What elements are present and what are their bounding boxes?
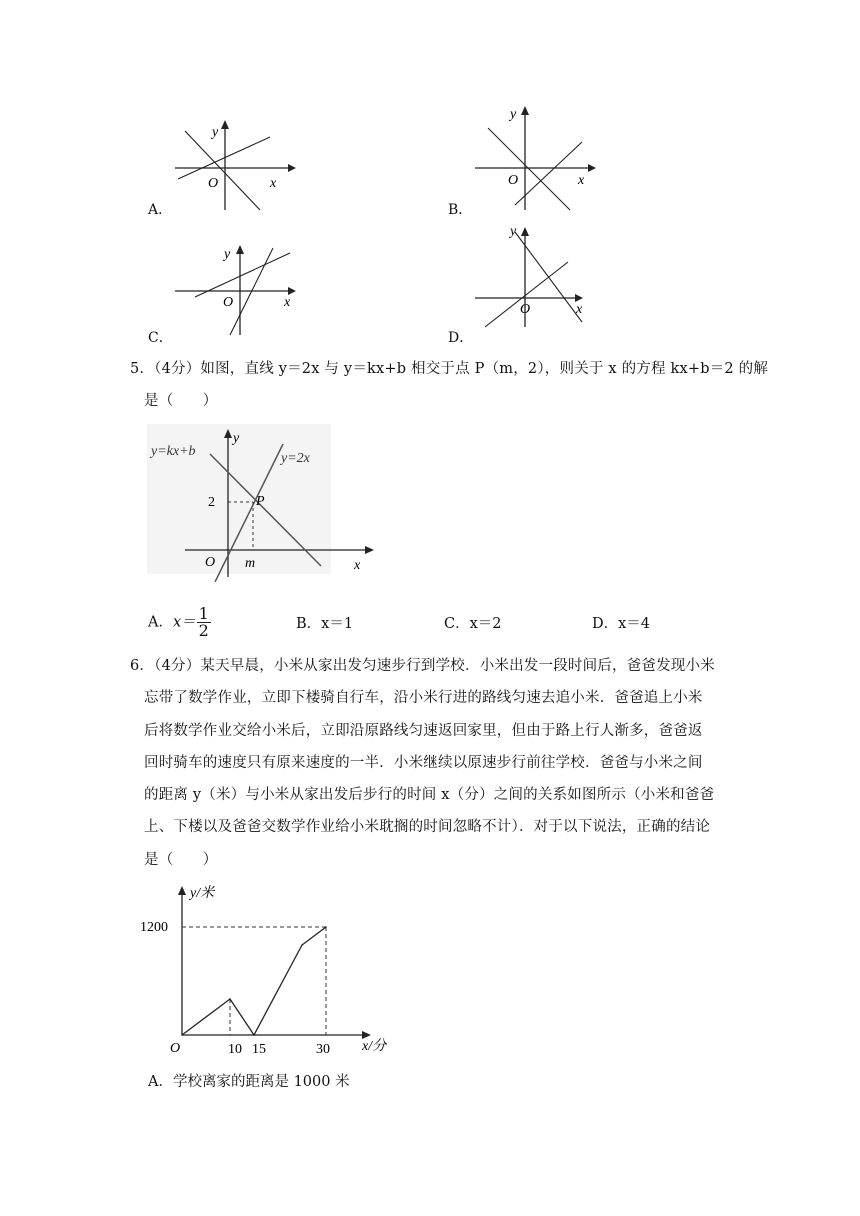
option-d-label: D．: [448, 330, 474, 346]
option-c-graph: [170, 240, 300, 340]
x-tick-15: 15: [252, 1042, 266, 1057]
origin-label: O: [208, 176, 219, 191]
y-axis-label: y: [212, 125, 219, 140]
question-6-chart: [140, 880, 400, 1060]
question-6-line-2: 忘带了数学作业，立即下楼骑自行车，沿小米行进的路线匀速去追小米．爸爸追上小米: [144, 690, 703, 707]
origin-label: O: [205, 555, 216, 570]
y-axis-label: y: [233, 431, 240, 446]
distance-time-line: [182, 927, 326, 1035]
y-axis-label: y: [224, 247, 231, 262]
x-tick-10: 10: [228, 1042, 242, 1057]
question-6-line-7: 是（ ）: [144, 851, 218, 868]
data-point-0: [181, 1034, 183, 1036]
y-tick-2: 2: [208, 495, 215, 510]
y-axis-arrow: [521, 227, 529, 236]
option-a-graph: [170, 115, 300, 215]
line-kx-b-label: y=kx+b: [151, 444, 196, 459]
y-axis-arrow: [236, 245, 244, 254]
question-5-figure: [145, 422, 385, 582]
question-6-choice-a: A．学校离家的距离是 1000 米: [148, 1074, 350, 1090]
x-axis-label: x: [354, 558, 361, 573]
question-6-line-6: 上、下楼以及爸爸交数学作业给小米耽搁的时间忽略不计）．对于以下说法，正确的结论: [144, 819, 711, 836]
question-5-line-1: 5．（4分）如图，直线 y＝2x 与 y＝kx+b 相交于点 P（m，2），则关于 x 的方程 kx+b＝2 的解: [130, 361, 769, 377]
question-6-line-3: 后将数学作业交给小米后，立即沿原路线匀速返回家里，但由于路上行人渐多，爸爸返: [144, 722, 703, 739]
y-axis-label: y: [510, 224, 517, 239]
x-axis-arrow: [362, 1031, 371, 1039]
point-p-label: P: [256, 494, 265, 509]
x-axis-label: x: [270, 176, 277, 191]
choice-a-var: x＝: [172, 614, 196, 631]
fraction-denominator: 2: [198, 621, 209, 640]
question-5-choice-a: [148, 606, 211, 639]
question-5-line-2: 是（ ）: [144, 393, 218, 409]
line-1: [488, 128, 570, 210]
line-2: [485, 262, 568, 327]
question-5-choice-d: D．x＝4: [592, 616, 651, 632]
x-tick-30: 30: [316, 1042, 330, 1057]
origin-label: O: [520, 302, 531, 317]
question-6-line-1: 6．（4分）某天早晨，小米从家出发匀速步行到学校．小米出发一段时间后，爸爸发现小米: [130, 658, 715, 674]
y-axis-label: y/米: [190, 886, 215, 901]
origin-label: O: [508, 173, 519, 188]
data-point-4: [325, 926, 327, 928]
data-point-3: [301, 944, 303, 946]
x-tick-m: m: [245, 556, 256, 571]
option-b-graph: [470, 100, 600, 215]
x-axis-arrow: [588, 164, 596, 172]
y-axis-label: y: [510, 107, 517, 122]
question-5-choice-b: B．x＝1: [296, 616, 354, 632]
line-2x-label: y=2x: [281, 451, 310, 466]
option-d-graph: [470, 222, 600, 337]
x-axis-label: x: [578, 173, 585, 188]
question-5-text: [130, 353, 780, 417]
question-6-text: [130, 650, 780, 876]
y-axis-arrow: [521, 106, 529, 115]
choice-a-prefix: A．: [148, 614, 173, 631]
option-c-label: C．: [148, 330, 173, 346]
question-5-choice-c: C．x＝2: [444, 616, 502, 632]
x-axis-arrow: [288, 287, 296, 295]
x-axis-label: x/分: [362, 1039, 387, 1054]
origin-label: O: [223, 295, 234, 310]
x-axis-arrow: [365, 546, 374, 554]
data-point-2: [253, 1034, 255, 1036]
origin-label: O: [170, 1041, 181, 1056]
question-6-line-4: 回时骑车的速度只有原来速度的一半．小米继续以原速步行前往学校．爸爸与小米之间: [144, 754, 703, 771]
x-axis-label: x: [284, 295, 291, 310]
option-a-label: A．: [148, 202, 173, 218]
option-b-label: B．: [448, 202, 473, 218]
y-axis-arrow: [221, 120, 229, 129]
fraction-numerator: 1: [198, 604, 209, 623]
question-6-line-5: 的距离 y（米）与小米从家出发后步行的时间 x（分）之间的关系如图所示（小米和爸爸: [144, 787, 715, 804]
x-axis-arrow: [575, 294, 583, 302]
x-axis-label: x: [576, 302, 583, 317]
y-tick-1200: 1200: [140, 920, 168, 935]
choice-a-fraction: [197, 606, 211, 639]
x-axis-arrow: [288, 164, 296, 172]
data-point-1: [229, 998, 231, 1000]
y-axis-arrow: [178, 886, 186, 895]
